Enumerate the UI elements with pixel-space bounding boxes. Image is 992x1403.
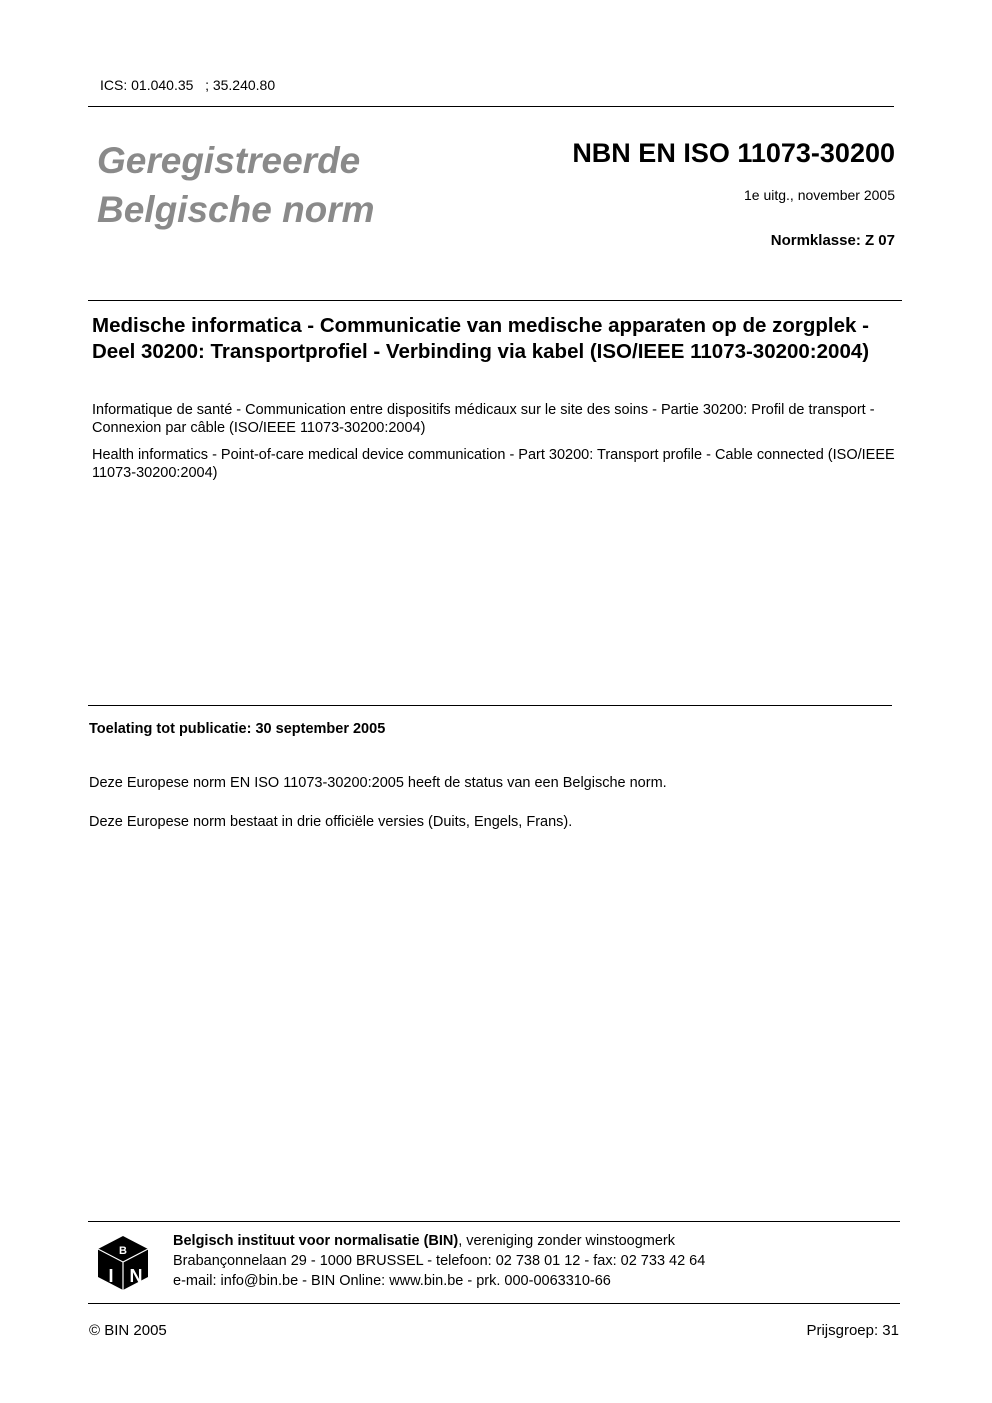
norm-class: Normklasse: Z 07: [770, 232, 895, 249]
copyright: © BIN 2005: [89, 1322, 167, 1339]
organization-line: [173, 1231, 705, 1251]
title-french: Informatique de santé - Communication entre dispositifs médicaux sur le site des soins - Partie 30200: Profil de transport - Connexion par câble (ISO/IEEE 11073-30200:2004): [92, 402, 875, 436]
bin-logo-icon: [96, 1234, 150, 1292]
organization-name: Belgisch instituut voor normalisatie (BIN): [173, 1233, 459, 1249]
publication-approval: Toelating tot publicatie: 30 september 2005: [89, 721, 386, 737]
title-english: Health informatics - Point-of-care medical device communication - Part 30200: Transport profile - Cable connected (ISO/IEEE 11073-30200:2004): [92, 447, 895, 481]
title-dutch: Medische informatica - Communicatie van medische apparaten op de zorgplek - Deel 30200: Transportprofiel - Verbinding via kabel (ISO/IEEE 11073-30200:2004): [92, 314, 870, 363]
status-paragraph: Deze Europese norm EN ISO 11073-30200:2005 heeft de status van een Belgische norm.: [89, 775, 667, 791]
publication-rule: [88, 705, 892, 706]
logo-letter-i: I: [108, 1266, 114, 1286]
versions-paragraph: Deze Europese norm bestaat in drie officiële versies (Duits, Engels, Frans).: [89, 814, 573, 830]
logo-letter-b: B: [119, 1245, 127, 1257]
price-group: Prijsgroep: 31: [806, 1322, 899, 1339]
title-rule: [88, 300, 902, 301]
organization-address: Brabançonnelaan 29 - 1000 BRUSSEL - telefoon: 02 738 01 12 - fax: 02 733 42 64: [173, 1253, 706, 1269]
organization-info: [173, 1231, 705, 1291]
edition-date: 1e uitg., november 2005: [744, 187, 895, 203]
logo-letter-n: N: [129, 1266, 143, 1286]
bottom-rule: [88, 1303, 900, 1304]
registered-norm-heading: [97, 136, 375, 234]
standard-number: NBN EN ISO 11073-30200: [572, 138, 895, 168]
footer-rule: [88, 1221, 900, 1222]
registered-line-1: Geregistreerde: [97, 140, 361, 181]
organization-contact: e-mail: info@bin.be - BIN Online: www.bin.be - prk. 000-0063310-66: [173, 1273, 611, 1289]
organization-type: , vereniging zonder winstoogmerk: [458, 1233, 676, 1249]
ics-code: ICS: 01.040.35 ; 35.240.80: [100, 77, 276, 93]
header-rule: [88, 106, 894, 107]
registered-line-2: Belgische norm: [97, 189, 375, 230]
